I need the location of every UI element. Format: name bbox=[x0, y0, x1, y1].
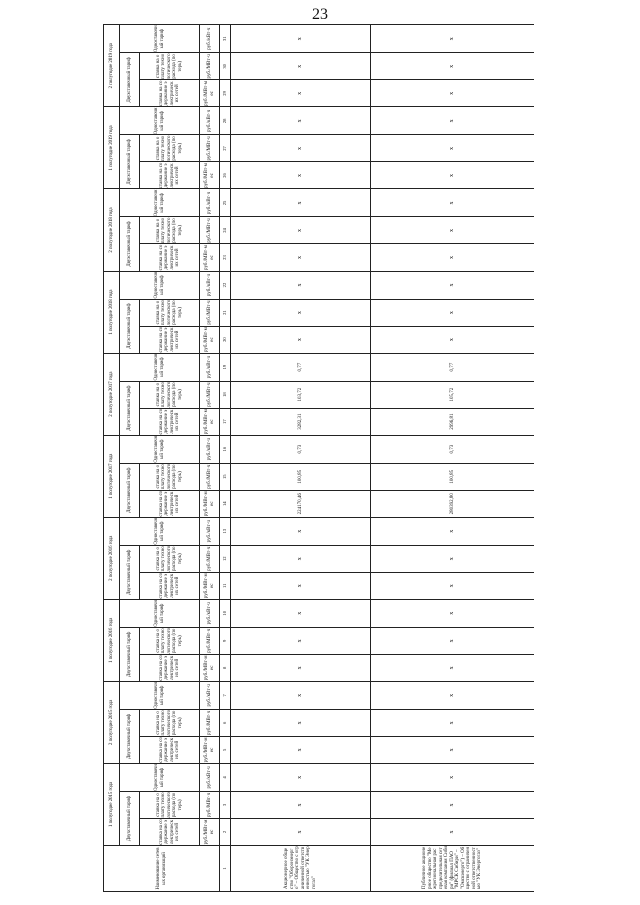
two-part-tariff-header: Двухставочный тариф bbox=[120, 545, 140, 599]
unit-single: руб./кВт·ч bbox=[200, 353, 220, 381]
unit-capacity: руб./МВт·мес bbox=[200, 326, 220, 353]
unit-energy: руб./МВт·ч bbox=[200, 135, 220, 162]
table-cell: x bbox=[371, 818, 535, 845]
tariff-table-rotated bbox=[103, 24, 534, 892]
one-part-tariff-header: Одноставочный тариф bbox=[120, 25, 200, 53]
two-part-tariff-header: Двухставочный тариф bbox=[120, 463, 140, 517]
loss-rate-header: ставка на оплату технологического расхода (потерь) bbox=[140, 217, 200, 244]
unit-capacity: руб./МВт·мес bbox=[200, 654, 220, 681]
column-number: 6 bbox=[220, 709, 231, 736]
column-number: 26 bbox=[220, 162, 231, 189]
table-cell: x bbox=[371, 271, 535, 299]
unit-capacity: руб./МВт·мес bbox=[200, 736, 220, 763]
table-cell: 100,85 bbox=[371, 463, 535, 490]
table-cell: x bbox=[371, 736, 535, 763]
table-cell: x bbox=[231, 818, 371, 845]
table-cell: x bbox=[231, 627, 371, 654]
column-number: 18 bbox=[220, 381, 231, 408]
unit-single: руб./кВт·ч bbox=[200, 599, 220, 627]
content-rate-header: ставка на содержание электрических сетей bbox=[140, 736, 200, 763]
one-part-tariff-header: Одноставочный тариф bbox=[120, 189, 200, 217]
table-cell: x bbox=[231, 80, 371, 107]
unit-single: руб./кВт·ч bbox=[200, 107, 220, 135]
table-cell: x bbox=[231, 299, 371, 326]
unit-energy: руб./МВт·ч bbox=[200, 381, 220, 408]
table-cell: x bbox=[371, 80, 535, 107]
table-cell: x bbox=[371, 53, 535, 80]
column-number: 13 bbox=[220, 517, 231, 545]
column-number: 27 bbox=[220, 135, 231, 162]
content-rate-header: ставка на содержание электрических сетей bbox=[140, 244, 200, 271]
loss-rate-header: ставка на оплату технологического расхода (потерь) bbox=[140, 381, 200, 408]
column-number: 22 bbox=[220, 271, 231, 299]
two-part-tariff-header: Двухставочный тариф bbox=[120, 709, 140, 763]
table-cell: 100,85 bbox=[231, 463, 371, 490]
unit-single: руб./кВт·ч bbox=[200, 435, 220, 463]
period-header: 1 полугодие 2015 года bbox=[104, 763, 120, 845]
loss-rate-header: ставка на оплату технологического расхода (потерь) bbox=[140, 463, 200, 490]
table-cell: x bbox=[371, 25, 535, 53]
table-cell: x bbox=[371, 763, 535, 791]
column-number: 29 bbox=[220, 80, 231, 107]
table-cell: x bbox=[371, 654, 535, 681]
column-number: 21 bbox=[220, 299, 231, 326]
column-number: 4 bbox=[220, 763, 231, 791]
loss-rate-header: ставка на оплату технологического расхода (потерь) bbox=[140, 791, 200, 818]
column-number: 12 bbox=[220, 545, 231, 572]
table-cell: 0,73 bbox=[231, 435, 371, 463]
table-cell: x bbox=[231, 654, 371, 681]
unit-capacity: руб./МВт·мес bbox=[200, 572, 220, 599]
table-cell: x bbox=[231, 53, 371, 80]
unit-capacity: руб./МВт·мес bbox=[200, 818, 220, 845]
loss-rate-header: ставка на оплату технологического расхода (потерь) bbox=[140, 135, 200, 162]
table-cell: 224170,46 bbox=[231, 490, 371, 517]
column-number: 11 bbox=[220, 572, 231, 599]
table-cell: 0,77 bbox=[231, 353, 371, 381]
column-number: 24 bbox=[220, 217, 231, 244]
period-header: 2 полугодие 2018 года bbox=[104, 189, 120, 271]
rotated-table-sheet bbox=[103, 24, 534, 892]
unit-energy: руб./МВт·ч bbox=[200, 463, 220, 490]
table-cell: x bbox=[231, 244, 371, 271]
unit-energy: руб./МВт·ч bbox=[200, 545, 220, 572]
table-row bbox=[231, 25, 371, 892]
content-rate-header: ставка на содержание электрических сетей bbox=[140, 80, 200, 107]
table-cell: x bbox=[231, 107, 371, 135]
column-number: 7 bbox=[220, 681, 231, 709]
table-cell: x bbox=[371, 135, 535, 162]
period-header: 1 полугодие 2019 года bbox=[104, 107, 120, 189]
table-cell: 280392,80 bbox=[371, 490, 535, 517]
header-row-column-numbers bbox=[220, 25, 231, 892]
table-cell: x bbox=[231, 791, 371, 818]
unit-capacity: руб./МВт·мес bbox=[200, 162, 220, 189]
table-cell: 105,72 bbox=[371, 381, 535, 408]
column-number: 14 bbox=[220, 490, 231, 517]
table-cell: x bbox=[371, 217, 535, 244]
column-number: 19 bbox=[220, 353, 231, 381]
period-header: 1 полугодие 2017 года bbox=[104, 435, 120, 517]
table-cell: x bbox=[231, 25, 371, 53]
one-part-tariff-header: Одноставочный тариф bbox=[120, 271, 200, 299]
unit-capacity: руб./МВт·мес bbox=[200, 80, 220, 107]
table-cell: x bbox=[231, 189, 371, 217]
two-part-tariff-header: Двухставочный тариф bbox=[120, 299, 140, 353]
period-header: 2 полугодие 2016 года bbox=[104, 517, 120, 599]
corner-header: Наименование сетевых организаций bbox=[104, 845, 220, 891]
table-cell: x bbox=[371, 326, 535, 353]
table-cell: x bbox=[231, 709, 371, 736]
column-number: 5 bbox=[220, 736, 231, 763]
column-number: 25 bbox=[220, 189, 231, 217]
table-cell: x bbox=[371, 244, 535, 271]
unit-capacity: руб./МВт·мес bbox=[200, 490, 220, 517]
unit-capacity: руб./МВт·мес bbox=[200, 408, 220, 435]
table-cell: x bbox=[371, 681, 535, 709]
two-part-tariff-header: Двухставочный тариф bbox=[120, 627, 140, 681]
column-number: 1 bbox=[220, 845, 231, 891]
content-rate-header: ставка на содержание электрических сетей bbox=[140, 654, 200, 681]
one-part-tariff-header: Одноставочный тариф bbox=[120, 599, 200, 627]
table-cell: x bbox=[371, 299, 535, 326]
one-part-tariff-header: Одноставочный тариф bbox=[120, 681, 200, 709]
content-rate-header: ставка на содержание электрических сетей bbox=[140, 490, 200, 517]
table-cell: x bbox=[231, 135, 371, 162]
one-part-tariff-header: Одноставочный тариф bbox=[120, 517, 200, 545]
column-number: 28 bbox=[220, 107, 231, 135]
unit-energy: руб./МВт·ч bbox=[200, 709, 220, 736]
table-cell: x bbox=[371, 517, 535, 545]
content-rate-header: ставка на содержание электрических сетей bbox=[140, 408, 200, 435]
table-cell: x bbox=[371, 572, 535, 599]
column-number: 31 bbox=[220, 25, 231, 53]
table-cell: x bbox=[231, 736, 371, 763]
organization-name: Публичное акционерное общество "Межрегиональная распределительная сетевая компания Сибири" (филиал ПАО "МРСК Сибири" – "Омскэнерго") – Общество с ограниченной ответственностью "УК Энергогаз" bbox=[371, 845, 535, 891]
loss-rate-header: ставка на оплату технологического расхода (потерь) bbox=[140, 299, 200, 326]
column-number: 9 bbox=[220, 627, 231, 654]
two-part-tariff-header: Двухставочный тариф bbox=[120, 135, 140, 189]
table-cell: x bbox=[231, 763, 371, 791]
two-part-tariff-header: Двухставочный тариф bbox=[120, 53, 140, 107]
tariff-table bbox=[103, 24, 534, 892]
unit-single: руб./кВт·ч bbox=[200, 763, 220, 791]
period-header: 2 полугодие 2019 года bbox=[104, 25, 120, 107]
table-cell: x bbox=[371, 162, 535, 189]
table-cell: x bbox=[231, 517, 371, 545]
period-header: 1 полугодие 2018 года bbox=[104, 271, 120, 353]
table-cell: 103,72 bbox=[231, 381, 371, 408]
loss-rate-header: ставка на оплату технологического расхода (потерь) bbox=[140, 53, 200, 80]
column-number: 2 bbox=[220, 818, 231, 845]
loss-rate-header: ставка на оплату технологического расхода (потерь) bbox=[140, 709, 200, 736]
period-header: 2 полугодие 2017 года bbox=[104, 353, 120, 435]
table-cell: x bbox=[231, 326, 371, 353]
unit-single: руб./кВт·ч bbox=[200, 189, 220, 217]
table-cell: x bbox=[231, 599, 371, 627]
one-part-tariff-header: Одноставочный тариф bbox=[120, 763, 200, 791]
unit-energy: руб./МВт·ч bbox=[200, 53, 220, 80]
period-header: 1 полугодие 2016 года bbox=[104, 599, 120, 681]
column-number: 10 bbox=[220, 599, 231, 627]
two-part-tariff-header: Двухставочный тариф bbox=[120, 217, 140, 271]
table-cell: x bbox=[371, 791, 535, 818]
column-number: 23 bbox=[220, 244, 231, 271]
content-rate-header: ставка на содержание электрических сетей bbox=[140, 818, 200, 845]
unit-energy: руб./МВт·ч bbox=[200, 299, 220, 326]
table-cell: 3282,31 bbox=[231, 408, 371, 435]
column-number: 16 bbox=[220, 435, 231, 463]
table-cell: x bbox=[231, 572, 371, 599]
table-cell: x bbox=[371, 545, 535, 572]
column-number: 17 bbox=[220, 408, 231, 435]
header-row-units bbox=[200, 25, 220, 892]
header-row-tariff-types bbox=[120, 25, 140, 892]
one-part-tariff-header: Одноставочный тариф bbox=[120, 107, 200, 135]
table-cell: x bbox=[231, 217, 371, 244]
unit-energy: руб./МВт·ч bbox=[200, 217, 220, 244]
unit-energy: руб./МВт·ч bbox=[200, 627, 220, 654]
table-cell: x bbox=[231, 545, 371, 572]
table-cell: x bbox=[231, 681, 371, 709]
table-cell: 0,77 bbox=[371, 353, 535, 381]
unit-capacity: руб./МВт·мес bbox=[200, 244, 220, 271]
table-cell: 2996,81 bbox=[371, 408, 535, 435]
content-rate-header: ставка на содержание электрических сетей bbox=[140, 572, 200, 599]
table-cell: 0,73 bbox=[371, 435, 535, 463]
column-number: 20 bbox=[220, 326, 231, 353]
page-number: 23 bbox=[312, 6, 328, 23]
content-rate-header: ставка на содержание электрических сетей bbox=[140, 162, 200, 189]
column-number: 15 bbox=[220, 463, 231, 490]
unit-energy: руб./МВт·ч bbox=[200, 791, 220, 818]
loss-rate-header: ставка на оплату технологического расхода (потерь) bbox=[140, 627, 200, 654]
organization-name: Акционерное общество "Оборонэнерго" – Общество с ограниченной ответственностью "УК Энергогаз" bbox=[231, 845, 371, 891]
tariff-table-body bbox=[104, 25, 535, 892]
unit-single: руб./кВт·ч bbox=[200, 25, 220, 53]
loss-rate-header: ставка на оплату технологического расхода (потерь) bbox=[140, 545, 200, 572]
table-cell: x bbox=[371, 627, 535, 654]
column-number: 3 bbox=[220, 791, 231, 818]
table-cell: x bbox=[371, 599, 535, 627]
table-cell: x bbox=[371, 189, 535, 217]
two-part-tariff-header: Двухставочный тариф bbox=[120, 791, 140, 845]
content-rate-header: ставка на содержание электрических сетей bbox=[140, 326, 200, 353]
table-cell: x bbox=[371, 107, 535, 135]
table-cell: x bbox=[231, 162, 371, 189]
one-part-tariff-header: Одноставочный тариф bbox=[120, 435, 200, 463]
two-part-tariff-header: Двухставочный тариф bbox=[120, 381, 140, 435]
table-cell: x bbox=[371, 709, 535, 736]
one-part-tariff-header: Одноставочный тариф bbox=[120, 353, 200, 381]
unit-single: руб./кВт·ч bbox=[200, 681, 220, 709]
unit-single: руб./кВт·ч bbox=[200, 271, 220, 299]
table-cell: x bbox=[231, 271, 371, 299]
unit-single: руб./кВт·ч bbox=[200, 517, 220, 545]
column-number: 30 bbox=[220, 53, 231, 80]
header-row-periods bbox=[104, 25, 120, 892]
column-number: 8 bbox=[220, 654, 231, 681]
table-row bbox=[371, 25, 535, 892]
period-header: 2 полугодие 2015 года bbox=[104, 681, 120, 763]
